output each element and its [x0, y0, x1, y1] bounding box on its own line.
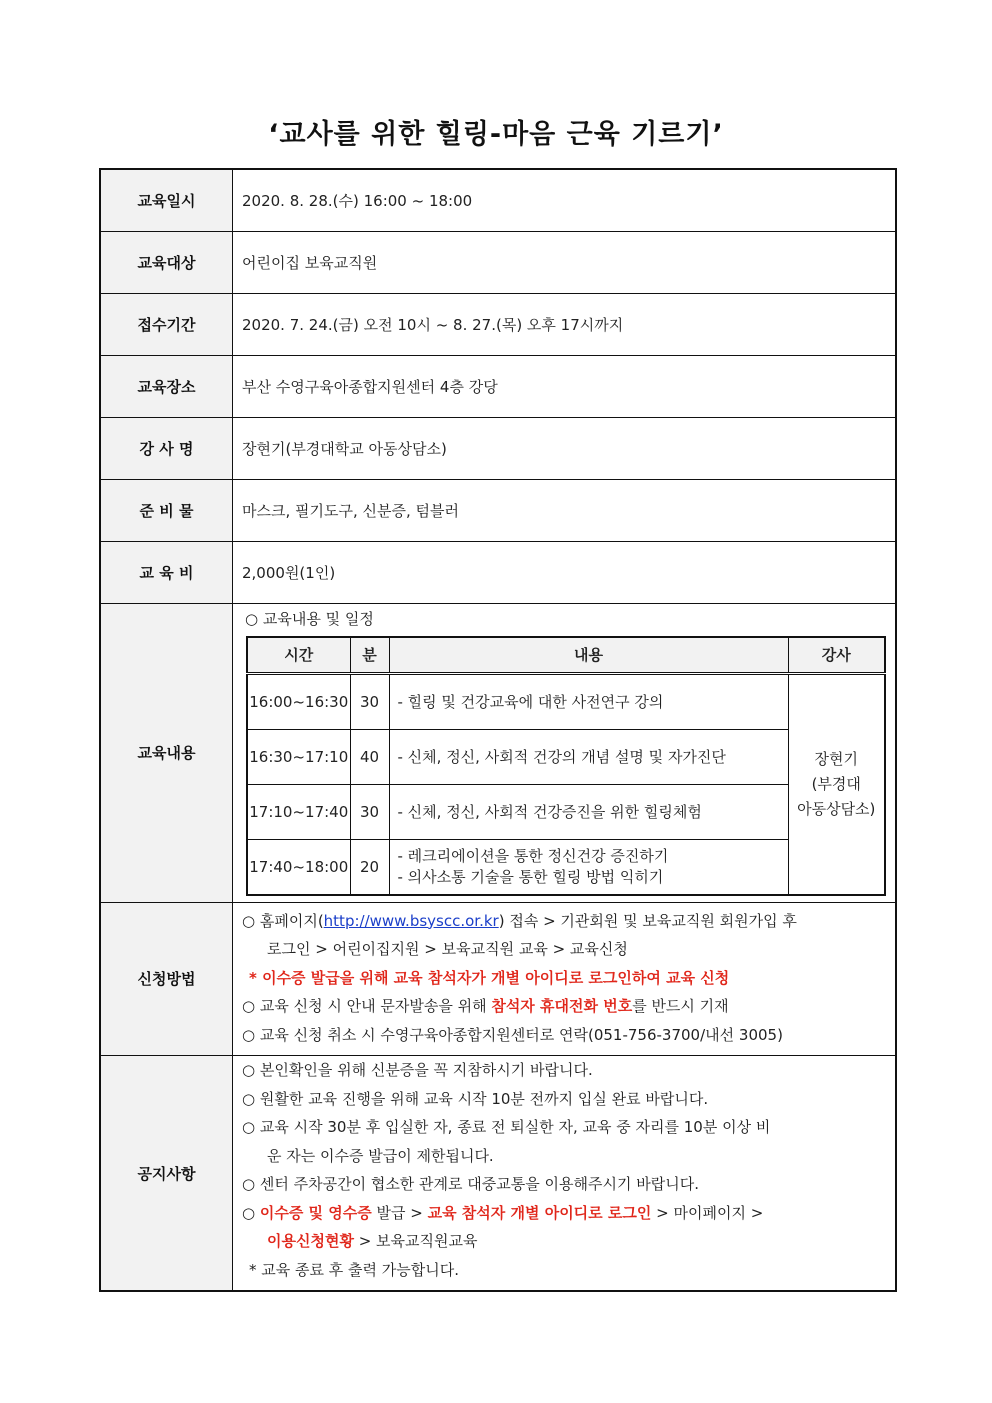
schedule-table — [246, 636, 886, 896]
row-label: 교육장소 — [100, 355, 233, 417]
row-date — [100, 169, 896, 231]
row-period — [100, 293, 896, 355]
lecturer-name: 장현기 — [814, 749, 858, 768]
schedule-heading: ○ 교육내용 및 일정 — [245, 609, 374, 628]
apply-line: ○ 교육 신청 취소 시 수영구육아종합지원센터로 연락(051-756-3700/내선 3005) — [242, 1025, 783, 1044]
schedule-time: 16:30~17:10 — [247, 729, 350, 784]
schedule-time: 17:10~17:40 — [247, 784, 350, 839]
schedule-time: 16:00~16:30 — [247, 673, 350, 729]
schedule-content-line: - 레크리에이션을 통한 정신건강 증진하기 — [397, 846, 669, 865]
apply-highlight: 참석자 휴대전화 번호 — [491, 997, 633, 1015]
notice-line: ○ 센터 주차공간이 협소한 관계로 대중교통을 이용해주시기 바랍니다. — [242, 1175, 699, 1193]
table-row — [247, 673, 885, 729]
row-value: 2,000원(1인) — [233, 541, 897, 603]
row-content — [100, 603, 896, 902]
row-label: 강 사 명 — [100, 417, 233, 479]
row-supplies — [100, 479, 896, 541]
header-content: 내용 — [389, 637, 788, 674]
apply-text: ○ 홈페이지( — [242, 911, 324, 930]
apply-content — [233, 902, 897, 1056]
schedule-lecturer — [788, 673, 885, 895]
notice-highlight: 교육 참석자 개별 아이디로 로그인 — [427, 1203, 652, 1222]
row-target — [100, 231, 896, 293]
row-value: 2020. 7. 24.(금) 오전 10시 ~ 8. 27.(목) 오후 17시까지 — [233, 293, 897, 355]
schedule-minutes: 30 — [350, 673, 389, 729]
notice-line — [242, 1199, 886, 1228]
apply-text: ○ 교육 신청 시 안내 문자발송을 위해 — [242, 997, 492, 1015]
notice-line: 운 자는 이수증 발급이 제한됩니다. — [267, 1146, 494, 1165]
apply-warning: * 이수증 발급을 위해 교육 참석자가 개별 아이디로 로그인하여 교육 신청 — [249, 968, 730, 987]
homepage-link[interactable]: http://www.bsyscc.or.kr — [323, 911, 499, 930]
schedule-content — [389, 839, 788, 895]
notice-highlight: 이수증 및 영수증 — [259, 1203, 372, 1222]
apply-text: 를 반드시 기재 — [632, 997, 729, 1015]
row-value: 마스크, 필기도구, 신분증, 텀블러 — [233, 479, 897, 541]
schedule-minutes: 40 — [350, 729, 389, 784]
row-label: 교육내용 — [100, 603, 233, 902]
lecturer-org: (부경대 — [811, 774, 861, 793]
schedule-minutes: 20 — [350, 839, 389, 895]
row-label: 준 비 물 — [100, 479, 233, 541]
schedule-content: - 신체, 정신, 사회적 건강의 개념 설명 및 자가진단 — [389, 729, 788, 784]
row-value: 장현기(부경대학교 아동상담소) — [233, 417, 897, 479]
notice-line: ○ 본인확인을 위해 신분증을 꼭 지참하시기 바랍니다. — [242, 1061, 593, 1079]
document-title: ‘교사를 위한 힐링-마음 근육 기르기’ — [268, 119, 724, 150]
row-label: 교 육 비 — [100, 541, 233, 603]
notice-content — [233, 1056, 897, 1292]
row-label: 접수기간 — [100, 293, 233, 355]
notice-line: * 교육 종료 후 출력 가능합니다. — [249, 1260, 459, 1279]
header-time: 시간 — [247, 637, 350, 674]
notice-text: 발급 > — [371, 1203, 428, 1222]
row-value: 부산 수영구육아종합지원센터 4층 강당 — [233, 355, 897, 417]
row-label: 교육일시 — [100, 169, 233, 231]
row-value: 어린이집 보육교직원 — [233, 231, 897, 293]
row-notice — [100, 1056, 896, 1292]
row-place — [100, 355, 896, 417]
row-apply — [100, 902, 896, 1056]
header-minutes: 분 — [350, 637, 389, 674]
schedule-header-row — [247, 637, 885, 674]
header-lecturer: 강사 — [788, 637, 885, 674]
notice-line: ○ 원활한 교육 진행을 위해 교육 시작 10분 전까지 입실 완료 바랍니다. — [242, 1089, 709, 1108]
row-lecturer — [100, 417, 896, 479]
notice-text: > 마이페이지 > — [651, 1203, 764, 1222]
schedule-time: 17:40~18:00 — [247, 839, 350, 895]
apply-line — [242, 907, 886, 936]
notice-line — [242, 1227, 886, 1256]
notice-text: ○ — [242, 1203, 260, 1222]
row-label: 공지사항 — [100, 1056, 233, 1292]
schedule-content: - 신체, 정신, 사회적 건강증진을 위한 힐링체험 — [389, 784, 788, 839]
notice-highlight: 이용신청현황 — [267, 1232, 354, 1250]
lecturer-org: 아동상담소) — [797, 799, 876, 818]
row-fee — [100, 541, 896, 603]
schedule-minutes: 30 — [350, 784, 389, 839]
row-label: 신청방법 — [100, 902, 233, 1056]
notice-line: ○ 교육 시작 30분 후 입실한 자, 종료 전 퇴실한 자, 교육 중 자리를 10분 이상 비 — [242, 1118, 771, 1136]
row-label: 교육대상 — [100, 231, 233, 293]
apply-line: 로그인 > 어린이집지원 > 보육교직원 교육 > 교육신청 — [267, 940, 628, 958]
notice-text: > 보육교직원교육 — [353, 1232, 478, 1250]
row-value: 2020. 8. 28.(수) 16:00 ~ 18:00 — [233, 169, 897, 231]
schedule-content: - 힐링 및 건강교육에 대한 사전연구 강의 — [389, 673, 788, 729]
schedule-content-line: - 의사소통 기술을 통한 힐링 방법 익히기 — [397, 867, 664, 886]
apply-line — [242, 992, 886, 1021]
info-table — [99, 168, 897, 1292]
apply-text: ) 접속 > 기관회원 및 보육교직원 회원가입 후 — [498, 911, 797, 930]
schedule-cell — [233, 603, 897, 902]
